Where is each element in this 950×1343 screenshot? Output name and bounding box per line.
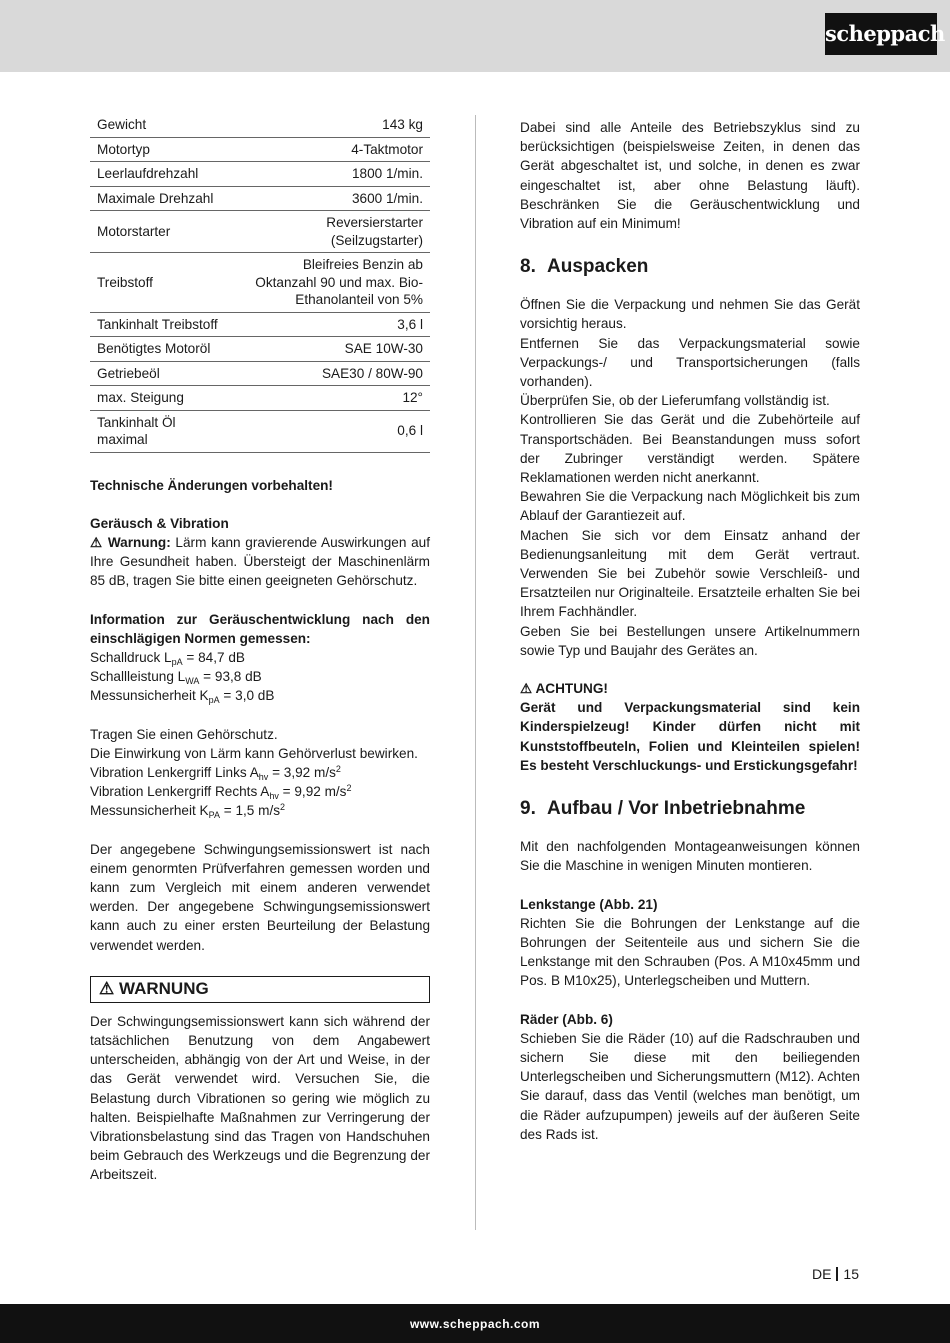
noise-heading: Geräusch & Vibration: [90, 515, 229, 531]
value-number: = 9,92 m/s: [278, 784, 347, 800]
table-row: [90, 386, 430, 411]
noise-warning: [90, 533, 430, 591]
spec-label: Motortyp: [90, 137, 235, 162]
section-number: 9.: [520, 798, 536, 820]
messunsicherheit-line: [90, 686, 430, 705]
table-row: [90, 162, 430, 187]
warning-text: Lärm kann gravierende Auswirkungen auf Ihre Gesundheit haben. Übersteigt der Maschinenlärm 85 dB, tragen Sie bitte einen geeigneten Gehörschutz.: [90, 534, 430, 589]
vibration-k-line: [90, 801, 430, 820]
column-divider: [475, 115, 476, 1230]
spec-label-line: maximal: [97, 432, 148, 447]
value-label: Messunsicherheit K: [90, 803, 209, 819]
language-code: DE: [811, 1266, 832, 1282]
value-number: = 1,5 m/s: [219, 803, 281, 819]
spec-value: SAE30 / 80W-90: [235, 361, 430, 386]
warning-triangle-icon: ⚠: [520, 681, 533, 697]
section-title: Auspacken: [547, 256, 649, 278]
value-subscript: PA: [208, 810, 220, 821]
hearing-line: Tragen Sie einen Gehörschutz.: [90, 726, 278, 742]
warning-triangle-icon: ⚠: [90, 534, 104, 550]
value-superscript: 2: [346, 783, 352, 794]
separator: [836, 1267, 838, 1281]
vibration-links-line: [90, 763, 430, 782]
spec-value: [235, 211, 430, 253]
section-heading-9: [520, 797, 860, 821]
attention-text: Gerät und Verpackungsmaterial sind kein Kinderspielzeug! Kinder dürfen nicht mit Kunststoffbeuteln, Folien und Kleinteilen spielen! Es besteht Verschluckungs- und Erstickungsgefahr!: [520, 700, 860, 773]
right-column: [520, 118, 860, 1144]
table-row: [90, 186, 430, 211]
value-label: Vibration Lenkergriff Rechts A: [90, 784, 270, 800]
spec-label: Gewicht: [90, 113, 235, 137]
header-band: [0, 0, 950, 72]
value-subscript: pA: [208, 695, 220, 706]
spec-value: 3,6 l: [235, 312, 430, 337]
spec-value: 1800 1/min.: [235, 162, 430, 187]
unpacking-paragraph: Öffnen Sie die Verpackung und nehmen Sie das Gerät vorsichtig heraus.: [520, 297, 860, 332]
spec-label: Motorstarter: [90, 211, 235, 253]
section-heading-8: [520, 255, 860, 279]
hearing-section: [90, 725, 430, 821]
wheels-text: Schieben Sie die Räder (10) auf die Radschrauben und sichern Sie diese mit den beiliegenden Unterlegscheiben und Sicherungsmuttern (M12). Achten Sie darauf, dass das Ventil (welches man benötigt, um die Räder aufzupumpen) jeweils auf der äußeren Seite des Rads ist.: [520, 1030, 860, 1142]
spec-label: [90, 410, 235, 452]
unpacking-paragraph: Bewahren Sie die Verpackung nach Möglichkeit bis zum Ablauf der Garantiezeit auf.: [520, 489, 860, 524]
spec-value-line: Ethanolanteil von 5%: [295, 292, 423, 307]
spec-label: max. Steigung: [90, 386, 235, 411]
warning-box: [90, 976, 430, 1003]
unpacking-paragraph: Geben Sie bei Bestellungen unsere Artikelnummern sowie Typ und Baujahr des Gerätes an.: [520, 623, 860, 658]
spec-value-line: Reversierstarter: [326, 215, 423, 230]
handlebar-section: [520, 895, 860, 991]
table-row: [90, 253, 430, 313]
section-title: Aufbau / Vor Inbetriebnahme: [547, 798, 806, 820]
handlebar-heading: Lenkstange (Abb. 21): [520, 896, 658, 912]
value-number: = 84,7 dB: [182, 649, 245, 665]
info-heading: Information zur Geräuschentwicklung nach den einschlägigen Normen gemessen:: [90, 611, 430, 646]
unpacking-paragraph: Entfernen Sie das Verpackungsmaterial sowie Verpackungs-/ und Transportsicherungen (falls vorhanden).: [520, 335, 860, 390]
schalldruck-line: [90, 648, 430, 667]
spec-value: 4-Taktmotor: [235, 137, 430, 162]
spec-table: [90, 113, 430, 453]
unpacking-paragraph: Kontrollieren Sie das Gerät und die Zubehörteile auf Transportschäden. Bei Beanstandungen muss sofort der Zubringer verständigt werden. Spätere Reklamationen werden nicht anerkannt.: [520, 412, 860, 486]
spec-label-line: Tankinhalt Öl: [97, 414, 176, 430]
value-number: = 93,8 dB: [199, 669, 262, 685]
spec-value: [235, 253, 430, 313]
value-number: = 3,92 m/s: [268, 764, 336, 780]
left-column: [90, 113, 430, 1185]
unpacking-paragraph: Überprüfen Sie, ob der Lieferumfang vollständig ist.: [520, 393, 830, 409]
value-label: Messunsicherheit K: [90, 688, 209, 704]
vibration-rechts-line: [90, 782, 430, 801]
spec-label: Getriebeöl: [90, 361, 235, 386]
noise-section: [90, 514, 430, 591]
value-subscript: hv: [269, 791, 279, 802]
value-label: Vibration Lenkergriff Links A: [90, 764, 259, 780]
assembly-intro: Mit den nachfolgenden Montageanweisungen können Sie die Maschine in wenigen Minuten montieren.: [520, 839, 860, 874]
value-label: Schalldruck L: [90, 649, 172, 665]
spec-label: Maximale Drehzahl: [90, 186, 235, 211]
spec-value-line: Bleifreies Benzin ab: [302, 257, 423, 272]
hearing-line: Die Einwirkung von Lärm kann Gehörverlust bewirken.: [90, 745, 418, 761]
table-row: [90, 211, 430, 253]
wheels-heading: Räder (Abb. 6): [520, 1011, 613, 1027]
spec-value: 143 kg: [235, 113, 430, 137]
warning-box-title: WARNUNG: [118, 978, 209, 998]
table-row: [90, 337, 430, 362]
warning-box-text: Der Schwingungsemissionswert kann sich während der tatsächlichen Benutzung von dem Angabewert unterscheiden, abhängig von der Art und Weise, in der das Gerät verwendet wird. Versuchen Sie, die Belastung durch Vibrationen so gering wie möglich zu halten. Beispielhafte Maßnahmen zur Verringerung der Vibrationsbelastung sind das Tragen von Handschuhen beim Gebrauch des Werkzeugs und die Begrenzung der Arbeitszeit.: [90, 1013, 430, 1183]
warning-triangle-icon: ⚠: [99, 978, 115, 998]
changes-note: Technische Änderungen vorbehalten!: [90, 477, 333, 493]
value-superscript: 2: [335, 763, 341, 774]
value-label: Schallleistung L: [90, 669, 186, 685]
value-subscript: WA: [185, 676, 200, 687]
table-row: [90, 113, 430, 137]
handlebar-text: Richten Sie die Bohrungen der Lenkstange auf die Bohrungen der Seitenteile aus und sichern Sie die Lenkstange mit den Schrauben (Pos. A M10x45mm und Pos. B M10x25), Unterlegscheiben und Muttern.: [520, 915, 860, 989]
unpacking-paragraph: Machen Sie sich vor dem Einsatz anhand der Bedienungsanleitung mit dem Gerät vertraut. Verwenden Sie bei Zubehör sowie Verschleiß- und Ersatzteilen nur Originalteile. Ersatzteile erhalten Sie bei Ihrem Fachhändler.: [520, 527, 860, 620]
table-row: [90, 410, 430, 452]
wheels-section: [520, 1010, 860, 1144]
spec-value: 3600 1/min.: [235, 186, 430, 211]
warning-label: Warnung:: [107, 534, 171, 550]
section-number: 8.: [520, 256, 536, 278]
unpacking-section: [520, 295, 860, 660]
table-row: [90, 137, 430, 162]
spec-value: 0,6 l: [235, 410, 430, 452]
footer-band: [0, 1304, 950, 1343]
schallleistung-line: [90, 667, 430, 686]
spec-label: Treibstoff: [90, 253, 235, 313]
page-number: [812, 1265, 859, 1283]
page-number-value: 15: [843, 1266, 859, 1282]
attention-title: [520, 679, 860, 698]
spec-label: Benötigtes Motoröl: [90, 337, 235, 362]
emission-paragraph: Der angegebene Schwingungsemissionswert ist nach einem genormten Prüfverfahren gemessen worden und kann zum Vergleich mit einem anderen verwendet werden. Der angegebene Schwingungsemissionswert kann auch zu einer ersten Beurteilung der Belastung verwendet werden.: [90, 841, 430, 953]
value-subscript: hv: [258, 771, 269, 782]
value-superscript: 2: [280, 802, 286, 813]
spec-label: Tankinhalt Treibstoff: [90, 312, 235, 337]
brand-logo: scheppach: [825, 13, 937, 55]
attention-label: ACHTUNG!: [535, 681, 608, 697]
value-subscript: pA: [171, 656, 183, 667]
intro-paragraph: Dabei sind alle Anteile des Betriebszyklus sind zu berücksichtigen (beispielsweise Zeiten, in denen das Gerät abgeschaltet ist, und solche, in denen es zwar eingeschaltet ist, aber ohne Belastung läuft). Beschränken Sie die Geräuschentwicklung und Vibration auf ein Minimum!: [520, 120, 860, 232]
noise-info-section: [90, 610, 430, 706]
spec-label: Leerlaufdrehzahl: [90, 162, 235, 187]
table-row: [90, 312, 430, 337]
spec-value: 12°: [235, 386, 430, 411]
value-number: = 3,0 dB: [219, 688, 275, 704]
attention-notice: [520, 679, 860, 775]
spec-value-line: (Seilzugstarter): [330, 232, 423, 248]
footer-url: www.scheppach.com: [409, 1317, 541, 1331]
spec-value: SAE 10W-30: [235, 337, 430, 362]
table-row: [90, 361, 430, 386]
spec-value-line: Oktanzahl 90 und max. Bio-: [255, 274, 423, 290]
